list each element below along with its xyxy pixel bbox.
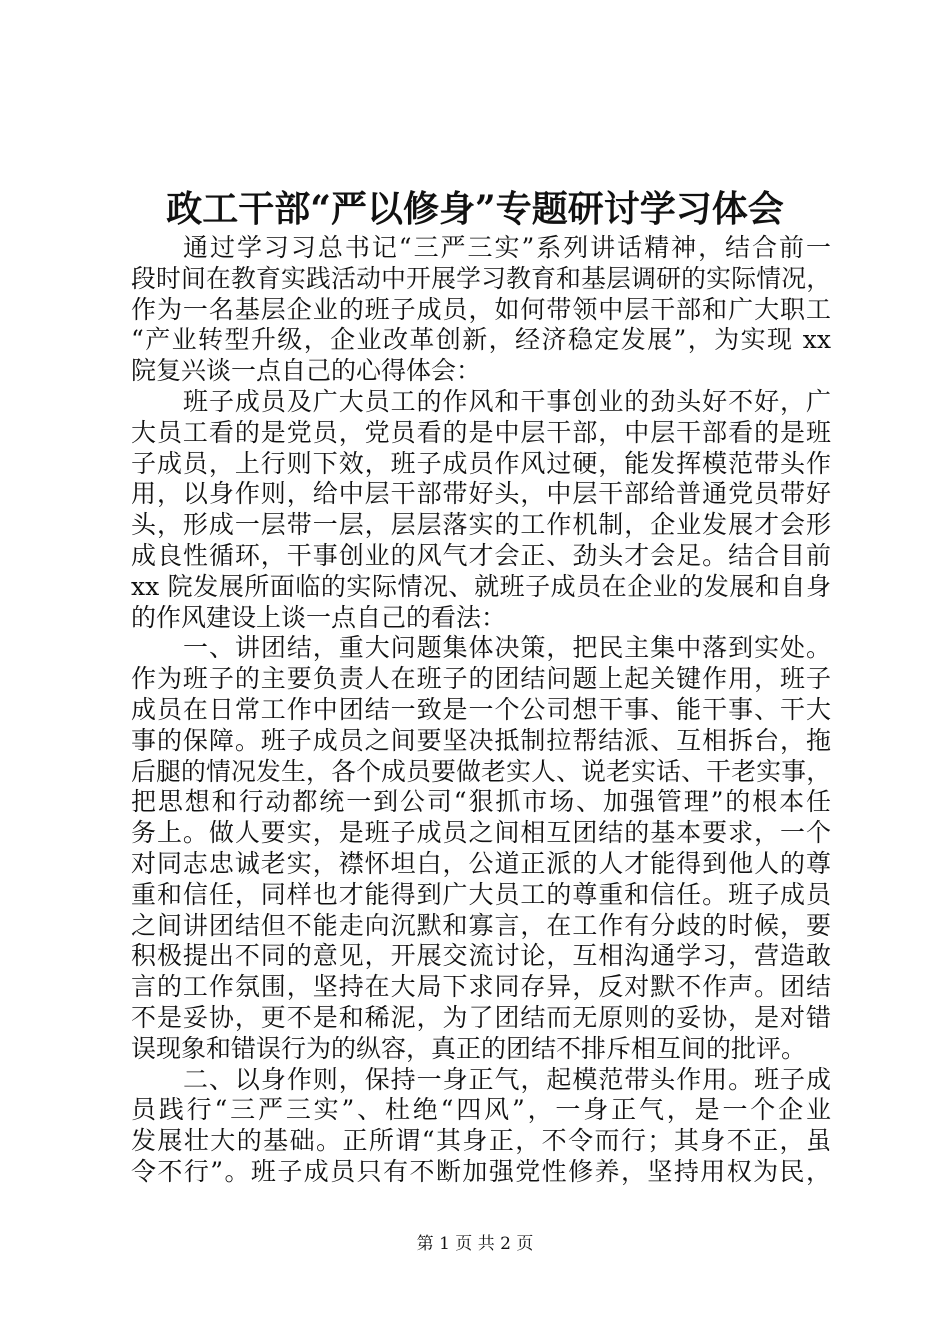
text-line: 通过学习习总书记“三严三实”系列讲话精神，结合前一 <box>183 233 831 262</box>
text-line: 把思想和行动都统一到公司“狠抓市场、加强管理”的根本任 <box>131 787 831 817</box>
text-line: 段时间在教育实践活动中开展学习教育和基层调研的实际情况， <box>131 263 831 293</box>
text-line: 子成员，上行则下效，班子成员作风过硬，能发挥模范带头作 <box>131 448 831 478</box>
text-line: “产业转型升级，企业改革创新，经济稳定发展”，为实现 xx <box>131 325 831 355</box>
text-line: 员践行“三严三实”、杜绝“四风”，一身正气，是一个企业 <box>131 1095 831 1125</box>
text-line: 误现象和错误行为的纵容，真正的团结不排斥相互间的批评。 <box>131 1033 807 1063</box>
text-line: 务上。做人要实，是班子成员之间相互团结的基本要求，一个 <box>131 818 831 848</box>
text-line: 重和信任，同样也才能得到广大员工的尊重和信任。班子成员 <box>131 879 831 909</box>
text-line: 的作风建设上谈一点自己的看法： <box>131 602 507 632</box>
text-line: 事的保障。班子成员之间要坚决抵制拉帮结派、互相拆台，拖 <box>131 725 831 755</box>
text-line: 成员在日常工作中团结一致是一个公司想干事、能干事、干大 <box>131 694 831 724</box>
text-line: 二、以身作则，保持一身正气，起模范带头作用。班子成 <box>183 1064 831 1094</box>
text-line: 作为班子的主要负责人在班子的团结问题上起关键作用，班子 <box>131 664 831 694</box>
text-line: 头，形成一层带一层，层层落实的工作机制，企业发展才会形 <box>131 510 831 540</box>
text-line: 积极提出不同的意见，开展交流讨论，互相沟通学习，营造敢 <box>131 941 831 971</box>
text-line: 之间讲团结但不能走向沉默和寡言，在工作有分歧的时候，要 <box>131 910 831 940</box>
text-line: 作为一名基层企业的班子成员，如何带领中层干部和广大职工 <box>131 294 831 324</box>
document-body <box>131 233 831 1188</box>
text-line: 班子成员及广大员工的作风和干事创业的劲头好不好，广 <box>183 386 831 416</box>
text-line: 后腿的情况发生，各个成员要做老实人、说老实话、干老实事， <box>131 756 831 786</box>
page-footer: 第 1 页 共 2 页 <box>416 1234 534 1254</box>
text-line: 不是妥协，更不是和稀泥，为了团结而无原则的妥协，是对错 <box>131 1002 831 1032</box>
text-line: 令不行”。班子成员只有不断加强党性修养，坚持用权为民， <box>131 1156 831 1186</box>
text-line: 一、讲团结，重大问题集体决策，把民主集中落到实处。 <box>183 633 831 663</box>
text-line: 对同志忠诚老实，襟怀坦白，公道正派的人才能得到他人的尊 <box>131 848 831 878</box>
text-line: 成良性循环，干事创业的风气才会正、劲头才会足。结合目前 <box>131 540 831 570</box>
text-line: 用，以身作则，给中层干部带好头，中层干部给普通党员带好 <box>131 479 831 509</box>
document-title: 政工干部“严以修身”专题研讨学习体会 <box>166 188 784 230</box>
text-line: 发展壮大的基础。正所谓“其身正，不令而行；其身不正，虽 <box>131 1126 831 1156</box>
text-line: xx 院发展所面临的实际情况、就班子成员在企业的发展和自身 <box>131 571 831 601</box>
text-line: 院复兴谈一点自己的心得体会： <box>131 356 482 386</box>
text-line: 言的工作氛围，坚持在大局下求同存异，反对默不作声。团结 <box>131 972 831 1002</box>
text-line: 大员工看的是党员，党员看的是中层干部，中层干部看的是班 <box>131 417 831 447</box>
